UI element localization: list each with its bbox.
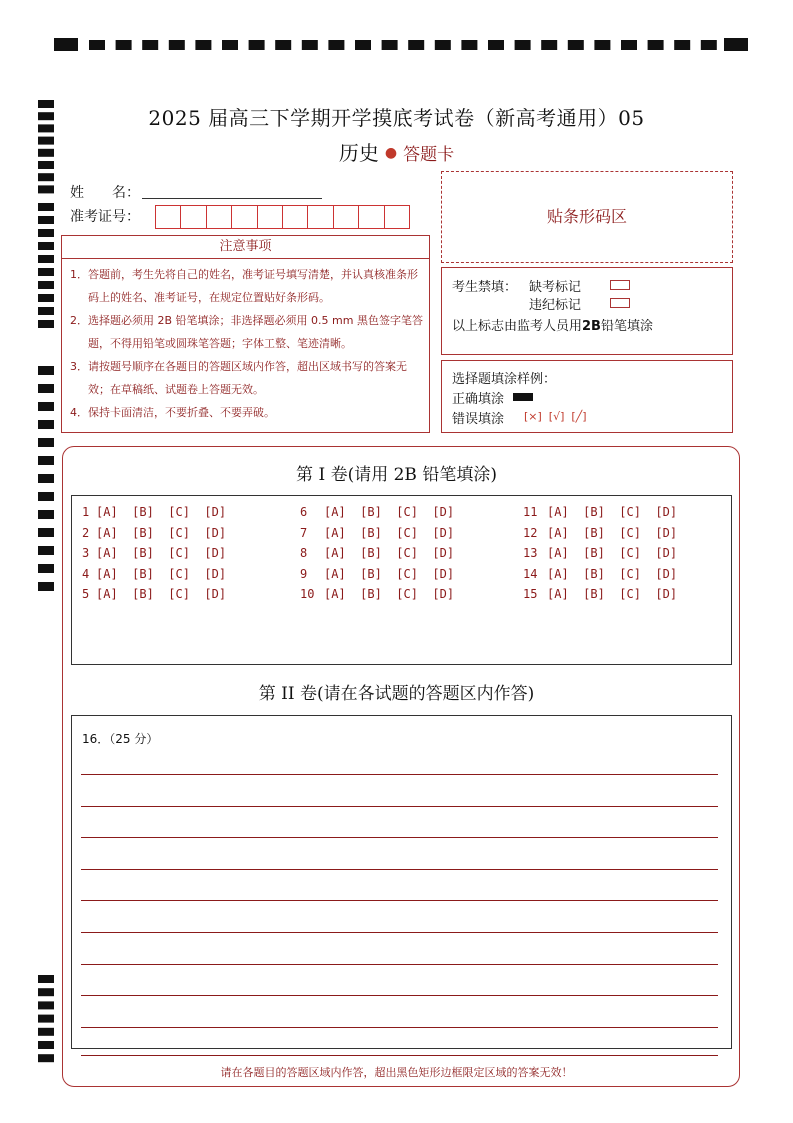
- page-subtitle: [0, 137, 793, 166]
- exam-id-digit-box[interactable]: [307, 205, 333, 229]
- timing-mark: [38, 1028, 54, 1036]
- notice-item: 2．选择题必须用 2B 铅笔填涂；非选择题必须用 0.5 mm 黑色签字笔答题，不得用铅笔或圆珠笔答题；字体工整、笔迹清晰。: [70, 314, 423, 350]
- timing-mark: [38, 229, 54, 237]
- timing-mark: [38, 242, 54, 250]
- name-label: 姓 名：: [70, 185, 140, 201]
- footer-divider: [81, 1055, 718, 1056]
- question-number: 6: [300, 505, 308, 519]
- timing-mark: [38, 582, 54, 591]
- question-16-label: 16．（25 分）: [82, 732, 159, 746]
- barcode-area: [441, 171, 733, 263]
- timing-mark: [621, 40, 637, 50]
- footer-warning: 请在各题目的答题区域内作答，超出黑色矩形边框限定区域的答案无效！: [220, 1066, 573, 1079]
- answer-options[interactable]: [A] [B] [C] [D]: [96, 525, 227, 540]
- timing-mark: [38, 510, 54, 519]
- answer-options[interactable]: [A] [B] [C] [D]: [324, 566, 455, 581]
- timing-mark: [38, 307, 54, 315]
- essay-answer-box[interactable]: [71, 715, 732, 1049]
- top-timing-marks: [0, 38, 793, 52]
- timing-mark: [89, 40, 105, 50]
- absent-mark-label: 缺考标记: [529, 280, 582, 295]
- answer-options[interactable]: [A] [B] [C] [D]: [547, 525, 678, 540]
- examiner-only-box: [441, 267, 733, 355]
- correct-fill-sample: [513, 393, 533, 401]
- choice-question-row: [523, 546, 677, 560]
- timing-mark: [38, 268, 54, 276]
- choice-question-row: [300, 546, 454, 560]
- choice-question-row: [300, 505, 454, 519]
- barcode-label: 贴条形码区: [546, 207, 627, 226]
- timing-mark: [38, 255, 54, 263]
- answer-options[interactable]: [A] [B] [C] [D]: [96, 505, 227, 519]
- writing-line: [81, 869, 718, 870]
- choice-question-row: [523, 505, 677, 519]
- subject-name: 历史: [338, 141, 379, 165]
- timing-mark: [169, 40, 185, 50]
- violation-mark-box[interactable]: [610, 298, 630, 308]
- question-number: 2: [82, 525, 90, 540]
- timing-mark: [38, 492, 54, 501]
- exam-id-digit-box[interactable]: [155, 205, 181, 229]
- forbidden-note: 以上标志由监考人员用2B铅笔填涂: [452, 319, 653, 334]
- timing-mark: [38, 1015, 54, 1023]
- writing-line: [81, 837, 718, 838]
- exam-id-digit-box[interactable]: [282, 205, 308, 229]
- timing-mark: [515, 40, 531, 50]
- correct-fill-label: 正确填涂: [452, 392, 505, 407]
- separator-dot: ●: [384, 145, 398, 161]
- choice-question-row: [523, 526, 677, 540]
- timing-mark: [38, 281, 54, 289]
- timing-mark: [648, 40, 664, 50]
- timing-mark: [38, 185, 54, 193]
- timing-mark: [38, 294, 54, 302]
- question-number: 3: [82, 546, 90, 561]
- question-number: 4: [82, 566, 90, 581]
- writing-line: [81, 932, 718, 933]
- exam-id-digit-box[interactable]: [231, 205, 257, 229]
- answer-options[interactable]: [A] [B] [C] [D]: [96, 566, 227, 581]
- timing-mark: [275, 40, 291, 50]
- page-title: 2025 届高三下学期开学摸底考试卷（新高考通用）05: [148, 106, 645, 130]
- timing-mark: [38, 420, 54, 429]
- answer-options[interactable]: [A] [B] [C] [D]: [324, 587, 455, 602]
- timing-mark: [568, 40, 584, 50]
- timing-mark: [38, 528, 54, 537]
- timing-mark: [195, 40, 211, 50]
- choice-question-row: [300, 526, 454, 540]
- question-number: 10: [300, 587, 315, 602]
- timing-mark: [38, 1041, 54, 1049]
- writing-line: [81, 774, 718, 775]
- timing-mark: [408, 40, 424, 50]
- exam-id-label: 准考证号：: [70, 209, 140, 225]
- notice-title: 注意事项: [219, 239, 272, 254]
- timing-mark: [38, 402, 54, 411]
- violation-mark-label: 违纪标记: [529, 298, 582, 313]
- notice-header: [61, 235, 430, 259]
- notice-item: 4．保持卡面清洁，不要折叠、不要弄破。: [70, 406, 275, 419]
- timing-mark: [328, 40, 344, 50]
- choice-question-row: [523, 587, 677, 601]
- timing-mark: [38, 320, 54, 328]
- timing-mark: [38, 384, 54, 393]
- timing-mark: [594, 40, 610, 50]
- question-number: 5: [82, 587, 90, 602]
- choice-question-row: [300, 587, 454, 601]
- timing-mark: [435, 40, 451, 50]
- exam-id-digit-box[interactable]: [206, 205, 232, 229]
- sample-title: 选择题填涂样例：: [452, 372, 557, 387]
- answer-options[interactable]: [A] [B] [C] [D]: [547, 546, 678, 561]
- exam-id-digit-box[interactable]: [333, 205, 359, 229]
- question-number: 7: [300, 525, 308, 540]
- notice-box: [61, 258, 430, 433]
- answer-options[interactable]: [A] [B] [C] [D]: [547, 566, 678, 581]
- left-timing-marks-upper: [38, 100, 54, 600]
- choice-question-row: [523, 567, 677, 581]
- card-label: 答题卡: [403, 145, 455, 165]
- timing-mark: [382, 40, 398, 50]
- choice-question-row: [82, 505, 226, 519]
- answer-options[interactable]: [A] [B] [C] [D]: [324, 546, 455, 561]
- question-number: 14: [523, 566, 538, 581]
- timing-mark: [355, 40, 371, 50]
- question-number: 9: [300, 566, 308, 581]
- timing-mark: [249, 40, 265, 50]
- notice-item: 1．答题前，考生先将自己的姓名，准考证号填写清楚，并认真核准条形码上的姓名、准考证号，在规定位置贴好条形码。: [70, 268, 418, 304]
- timing-mark: [142, 40, 158, 50]
- answer-options[interactable]: [A] [B] [C] [D]: [96, 546, 227, 561]
- timing-mark: [674, 40, 690, 50]
- answer-options[interactable]: [A] [B] [C] [D]: [96, 587, 227, 602]
- choice-question-row: [82, 526, 226, 540]
- left-timing-marks-lower: [38, 975, 54, 1067]
- writing-line: [81, 806, 718, 807]
- writing-line: [81, 964, 718, 965]
- timing-mark: [488, 40, 504, 50]
- question-number: 1: [82, 505, 90, 519]
- exam-id-boxes[interactable]: [155, 205, 419, 229]
- section-2-title: 第 II 卷(请在各试题的答题区内作答): [258, 684, 535, 704]
- timing-mark: [38, 564, 54, 573]
- timing-mark: [116, 40, 132, 50]
- question-number: 13: [523, 546, 538, 561]
- timing-mark: [38, 173, 54, 181]
- name-field[interactable]: [142, 198, 322, 199]
- writing-line: [81, 995, 718, 996]
- timing-mark: [38, 1054, 54, 1062]
- writing-line: [81, 1027, 718, 1028]
- choice-question-row: [300, 567, 454, 581]
- timing-mark: [38, 366, 54, 375]
- wrong-fill-samples: [×] [√] [╱]: [524, 410, 587, 423]
- exam-id-digit-box[interactable]: [180, 205, 206, 229]
- timing-mark: [222, 40, 238, 50]
- timing-mark: [38, 216, 54, 224]
- timing-mark: [38, 1001, 54, 1009]
- question-number: 11: [523, 505, 538, 519]
- answer-options[interactable]: [A] [B] [C] [D]: [324, 505, 455, 519]
- timing-mark: [701, 40, 717, 50]
- answer-options[interactable]: [A] [B] [C] [D]: [547, 587, 678, 602]
- absent-mark-box[interactable]: [610, 280, 630, 290]
- wrong-fill-label: 错误填涂: [452, 412, 505, 427]
- timing-mark: [38, 546, 54, 555]
- forbidden-label: 考生禁填：: [452, 280, 518, 295]
- question-number: 15: [523, 587, 538, 602]
- timing-mark: [38, 975, 54, 983]
- timing-mark: [38, 438, 54, 447]
- timing-mark: [38, 988, 54, 996]
- question-number: 12: [523, 525, 538, 540]
- choice-question-row: [82, 567, 226, 581]
- answer-options[interactable]: [A] [B] [C] [D]: [547, 505, 678, 519]
- exam-id-digit-box[interactable]: [358, 205, 384, 229]
- timing-mark: [461, 40, 477, 50]
- exam-id-digit-box[interactable]: [384, 205, 410, 229]
- choice-question-row: [82, 546, 226, 560]
- exam-id-digit-box[interactable]: [257, 205, 283, 229]
- timing-mark: [541, 40, 557, 50]
- answer-options[interactable]: [A] [B] [C] [D]: [324, 525, 455, 540]
- fill-sample-box: [441, 360, 733, 433]
- section-1-title: 第 I 卷(请用 2B 铅笔填涂): [296, 465, 497, 485]
- notice-item: 3．请按题号顺序在各题目的答题区域内作答，超出区域书写的答案无效；在草稿纸、试题卷上答题无效。: [70, 360, 407, 396]
- writing-line: [81, 900, 718, 901]
- timing-mark: [302, 40, 318, 50]
- question-number: 8: [300, 546, 308, 561]
- choice-question-row: [82, 587, 226, 601]
- timing-mark: [38, 203, 54, 211]
